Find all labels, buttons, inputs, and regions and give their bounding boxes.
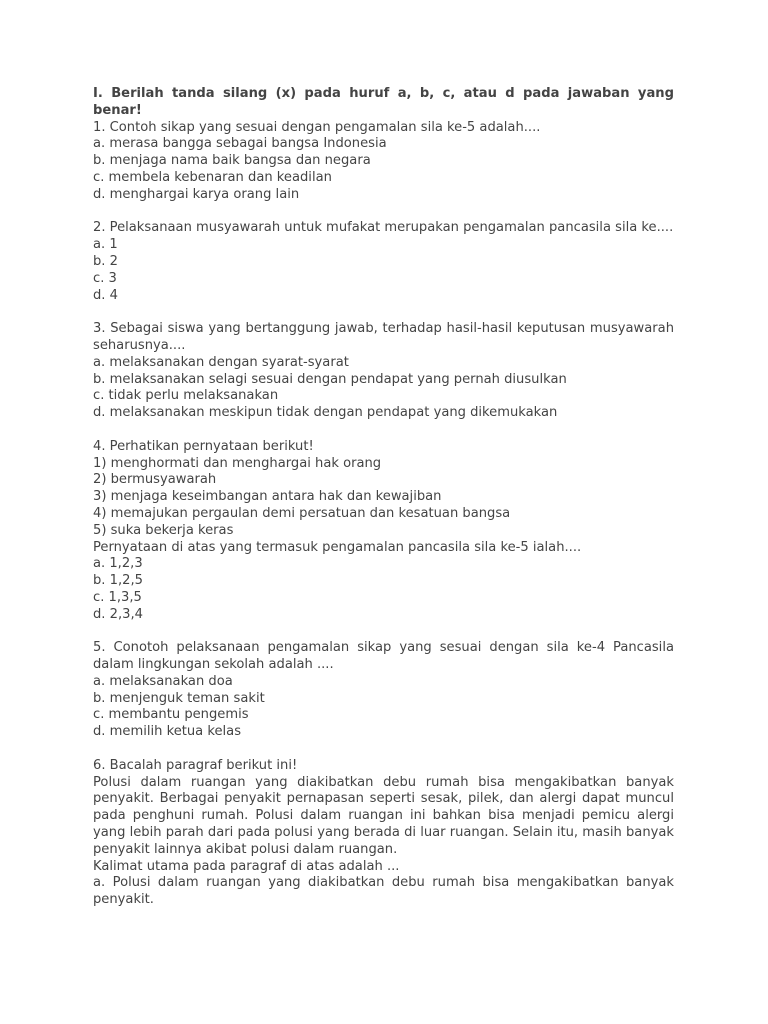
reading-paragraph: Polusi dalam ruangan yang diakibatkan debu rumah bisa mengakibatkan banyak penyakit. Berbagai penyakit pernapasan seperti sesak, pilek, dan alergi dapat muncul pada penghuni rumah. Polusi dalam ruangan ini bahkan bisa menjadi pemicu alergi yang lebih parah dari pada polusi yang berada di luar ruangan. Selain itu, masih banyak penyakit lainnya akibat polusi dalam ruangan.: [93, 774, 674, 857]
question-5: [93, 640, 674, 741]
option-d: d. 2,3,4: [93, 606, 143, 622]
option-a: a. melaksanakan doa: [93, 673, 233, 689]
statement-1: 1) menghormati dan menghargai hak orang: [93, 455, 382, 471]
option-b: b. 2: [93, 253, 118, 269]
question-6: [93, 758, 674, 909]
question-text: 5. Conotoh pelaksanaan pengamalan sikap yang sesuai dengan sila ke-4 Pancasila dalam lingkungan sekolah adalah ....: [93, 640, 674, 673]
statement-4: 4) memajukan pergaulan demi persatuan dan kesatuan bangsa: [93, 505, 511, 521]
option-b: b. 1,2,5: [93, 573, 143, 589]
option-d: d. memilih ketua kelas: [93, 724, 242, 740]
option-b: b. menjaga nama baik bangsa dan negara: [93, 153, 371, 169]
question-3: [93, 321, 674, 422]
question-1: [93, 120, 674, 204]
option-a: a. 1: [93, 237, 118, 253]
option-a: a. merasa bangga sebagai bangsa Indonesia: [93, 136, 387, 152]
option-d: d. menghargai karya orang lain: [93, 186, 300, 202]
document-page: [93, 86, 674, 909]
statement-2: 2) bermusyawarah: [93, 472, 217, 488]
question-text: 4. Perhatikan pernyataan berikut!: [93, 438, 314, 454]
option-c: c. tidak perlu melaksanakan: [93, 388, 279, 404]
question-prompt: Kalimat utama pada paragraf di atas adalah ...: [93, 858, 400, 874]
question-text: 1. Contoh sikap yang sesuai dengan pengamalan sila ke-5 adalah....: [93, 119, 541, 135]
question-2: [93, 220, 674, 304]
option-c: c. membantu pengemis: [93, 707, 249, 723]
option-b: b. menjenguk teman sakit: [93, 690, 265, 706]
question-prompt: Pernyataan di atas yang termasuk pengamalan pancasila sila ke-5 ialah....: [93, 539, 582, 555]
option-b: b. melaksanakan selagi sesuai dengan pendapat yang pernah diusulkan: [93, 371, 567, 387]
option-d: d. melaksanakan meskipun tidak dengan pendapat yang dikemukakan: [93, 405, 558, 421]
option-c: c. 1,3,5: [93, 589, 142, 605]
option-c: c. 3: [93, 270, 117, 286]
option-a: a. Polusi dalam ruangan yang diakibatkan debu rumah bisa mengakibatkan banyak penyakit.: [93, 875, 674, 908]
question-4: [93, 439, 674, 624]
option-c: c. membela kebenaran dan keadilan: [93, 169, 332, 185]
option-a: a. 1,2,3: [93, 556, 143, 572]
option-d: d. 4: [93, 287, 118, 303]
question-text: 6. Bacalah paragraf berikut ini!: [93, 757, 298, 773]
question-text: 3. Sebagai siswa yang bertanggung jawab, terhadap hasil-hasil keputusan musyawarah seharusnya....: [93, 321, 674, 353]
statement-3: 3) menjaga keseimbangan antara hak dan kewajiban: [93, 489, 442, 505]
question-text: 2. Pelaksanaan musyawarah untuk mufakat merupakan pengamalan pancasila sila ke....: [93, 220, 674, 236]
instruction-heading: I. Berilah tanda silang (x) pada huruf a, b, c, atau d pada jawaban yang benar!: [93, 86, 674, 118]
option-a: a. melaksanakan dengan syarat-syarat: [93, 354, 349, 370]
statement-5: 5) suka bekerja keras: [93, 522, 234, 538]
